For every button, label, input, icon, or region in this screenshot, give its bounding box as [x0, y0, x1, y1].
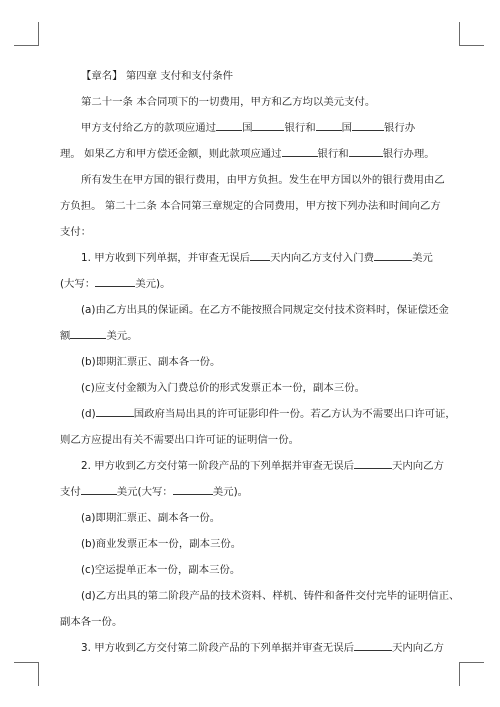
fill-blank [250, 249, 270, 261]
text-run: 所有发生在甲方国的银行费用，由甲方负担。发生在甲方国以外的银行费用由乙 [81, 174, 445, 186]
document-line [60, 141, 446, 167]
text-run: 银行和 [317, 148, 349, 160]
text-run: 方负担。 第二十二条 本合同第三章规定的合同费用，甲方按下列办法和时间向乙方 [60, 200, 441, 212]
document-line [60, 245, 446, 271]
text-run: 国 [242, 122, 253, 134]
fill-blank [70, 327, 106, 339]
document-line [60, 167, 446, 193]
text-run: 第二十一条 本合同项下的一切费用，甲方和乙方均以美元支付。 [81, 96, 376, 108]
fill-blank [354, 639, 392, 651]
text-run: 银行和 [284, 122, 316, 134]
document-page [60, 63, 460, 661]
text-run: 甲方支付给乙方的款项应通过 [81, 122, 217, 134]
text-run: 天内向乙方 [391, 642, 444, 654]
fill-blank [349, 145, 383, 157]
text-run: 国 [341, 122, 353, 134]
crop-mark-top-left-v [38, 22, 39, 46]
text-run: 银行办理。 [382, 148, 435, 160]
document-line [60, 531, 446, 557]
document-line [60, 401, 456, 427]
fill-blank [96, 405, 134, 417]
text-run: 【章名】 第四章 支付和支付条件 [81, 70, 234, 82]
document-line [60, 297, 449, 323]
document-line [60, 635, 446, 661]
text-run: (d)乙方出具的第二阶段产品的技术资料、样机、铸件和备件交付完毕的证明信正、 [81, 590, 460, 602]
fill-blank [81, 483, 117, 495]
document-line [60, 609, 446, 635]
fill-blank [374, 249, 412, 261]
text-run: 美元 [411, 252, 433, 264]
fill-blank [352, 119, 384, 131]
document-line [60, 349, 446, 375]
text-run: 理。 如果乙方和甲方偿还金额，则此款项应通过 [60, 148, 282, 160]
document-line [60, 583, 460, 609]
fill-blank [354, 457, 392, 469]
text-run: 天内向乙方支付入门费 [270, 252, 374, 264]
text-run: (c)空运提单正本一份，副本三份。 [81, 564, 241, 576]
text-run: 天内向乙方 [391, 460, 444, 472]
fill-blank [316, 119, 342, 131]
document-line [60, 271, 446, 297]
document-line [60, 427, 446, 453]
fill-blank [282, 145, 318, 157]
fill-blank [252, 119, 284, 131]
text-run: 则乙方应提出有关不需要出口许可证的证明信一份。 [60, 434, 299, 446]
text-run: 1. 甲方收到下列单据，并审查无误后 [81, 252, 251, 264]
text-run: 副本各一份。 [60, 616, 123, 628]
crop-mark-top-right-v [459, 22, 460, 46]
text-run: (a)由乙方出具的保证函。在乙方不能按照合同规定交付技术资料时，保证偿还金 [81, 304, 449, 316]
text-run: (b)即期汇票正、副本各一份。 [81, 356, 221, 368]
document-line [60, 453, 446, 479]
fill-blank [216, 119, 242, 131]
text-run: 支付： [60, 226, 92, 238]
document-line [60, 479, 446, 505]
text-run: 美元)。 [212, 486, 249, 498]
text-run: (b)商业发票正本一份，副本三份。 [81, 538, 242, 550]
document-line [60, 505, 446, 531]
crop-mark-top-right-h [459, 45, 484, 46]
text-run: 3. 甲方收到乙方交付第二阶段产品的下列单据并审查无误后 [81, 642, 354, 654]
text-run: (a)即期汇票正、副本各一份。 [81, 512, 221, 524]
text-run: 支付 [60, 486, 81, 498]
document-line [60, 323, 446, 349]
crop-mark-bottom-right-h [459, 662, 484, 663]
text-run: 额 [60, 330, 71, 342]
text-run: (大写： [60, 278, 96, 290]
crop-mark-top-left-h [14, 45, 39, 46]
document-line [60, 557, 446, 583]
text-run: 美元)。 [135, 278, 171, 290]
text-run: (c)应支付金额为入门费总价的形式发票正本一份，副本三份。 [81, 382, 365, 394]
document-line [60, 219, 446, 245]
text-run: 国政府当局出具的许可证影印件一份。若乙方认为不需要出口许可证， [133, 408, 456, 420]
crop-mark-bottom-left-h [14, 662, 39, 663]
document-line [60, 193, 446, 219]
document-line [60, 63, 446, 89]
document-line [60, 115, 446, 141]
document-line [60, 89, 446, 115]
text-run: 美元(大写： [116, 486, 173, 498]
text-run: 银行办 [384, 122, 416, 134]
crop-mark-bottom-right-v [459, 662, 460, 686]
crop-mark-bottom-left-v [38, 662, 39, 686]
fill-blank [95, 275, 135, 287]
document-line [60, 375, 446, 401]
text-run: 2. 甲方收到乙方交付第一阶段产品的下列单据并审查无误后 [81, 460, 354, 472]
fill-blank [173, 483, 213, 495]
text-run: (d) [81, 408, 96, 420]
text-run: 美元。 [106, 330, 138, 342]
